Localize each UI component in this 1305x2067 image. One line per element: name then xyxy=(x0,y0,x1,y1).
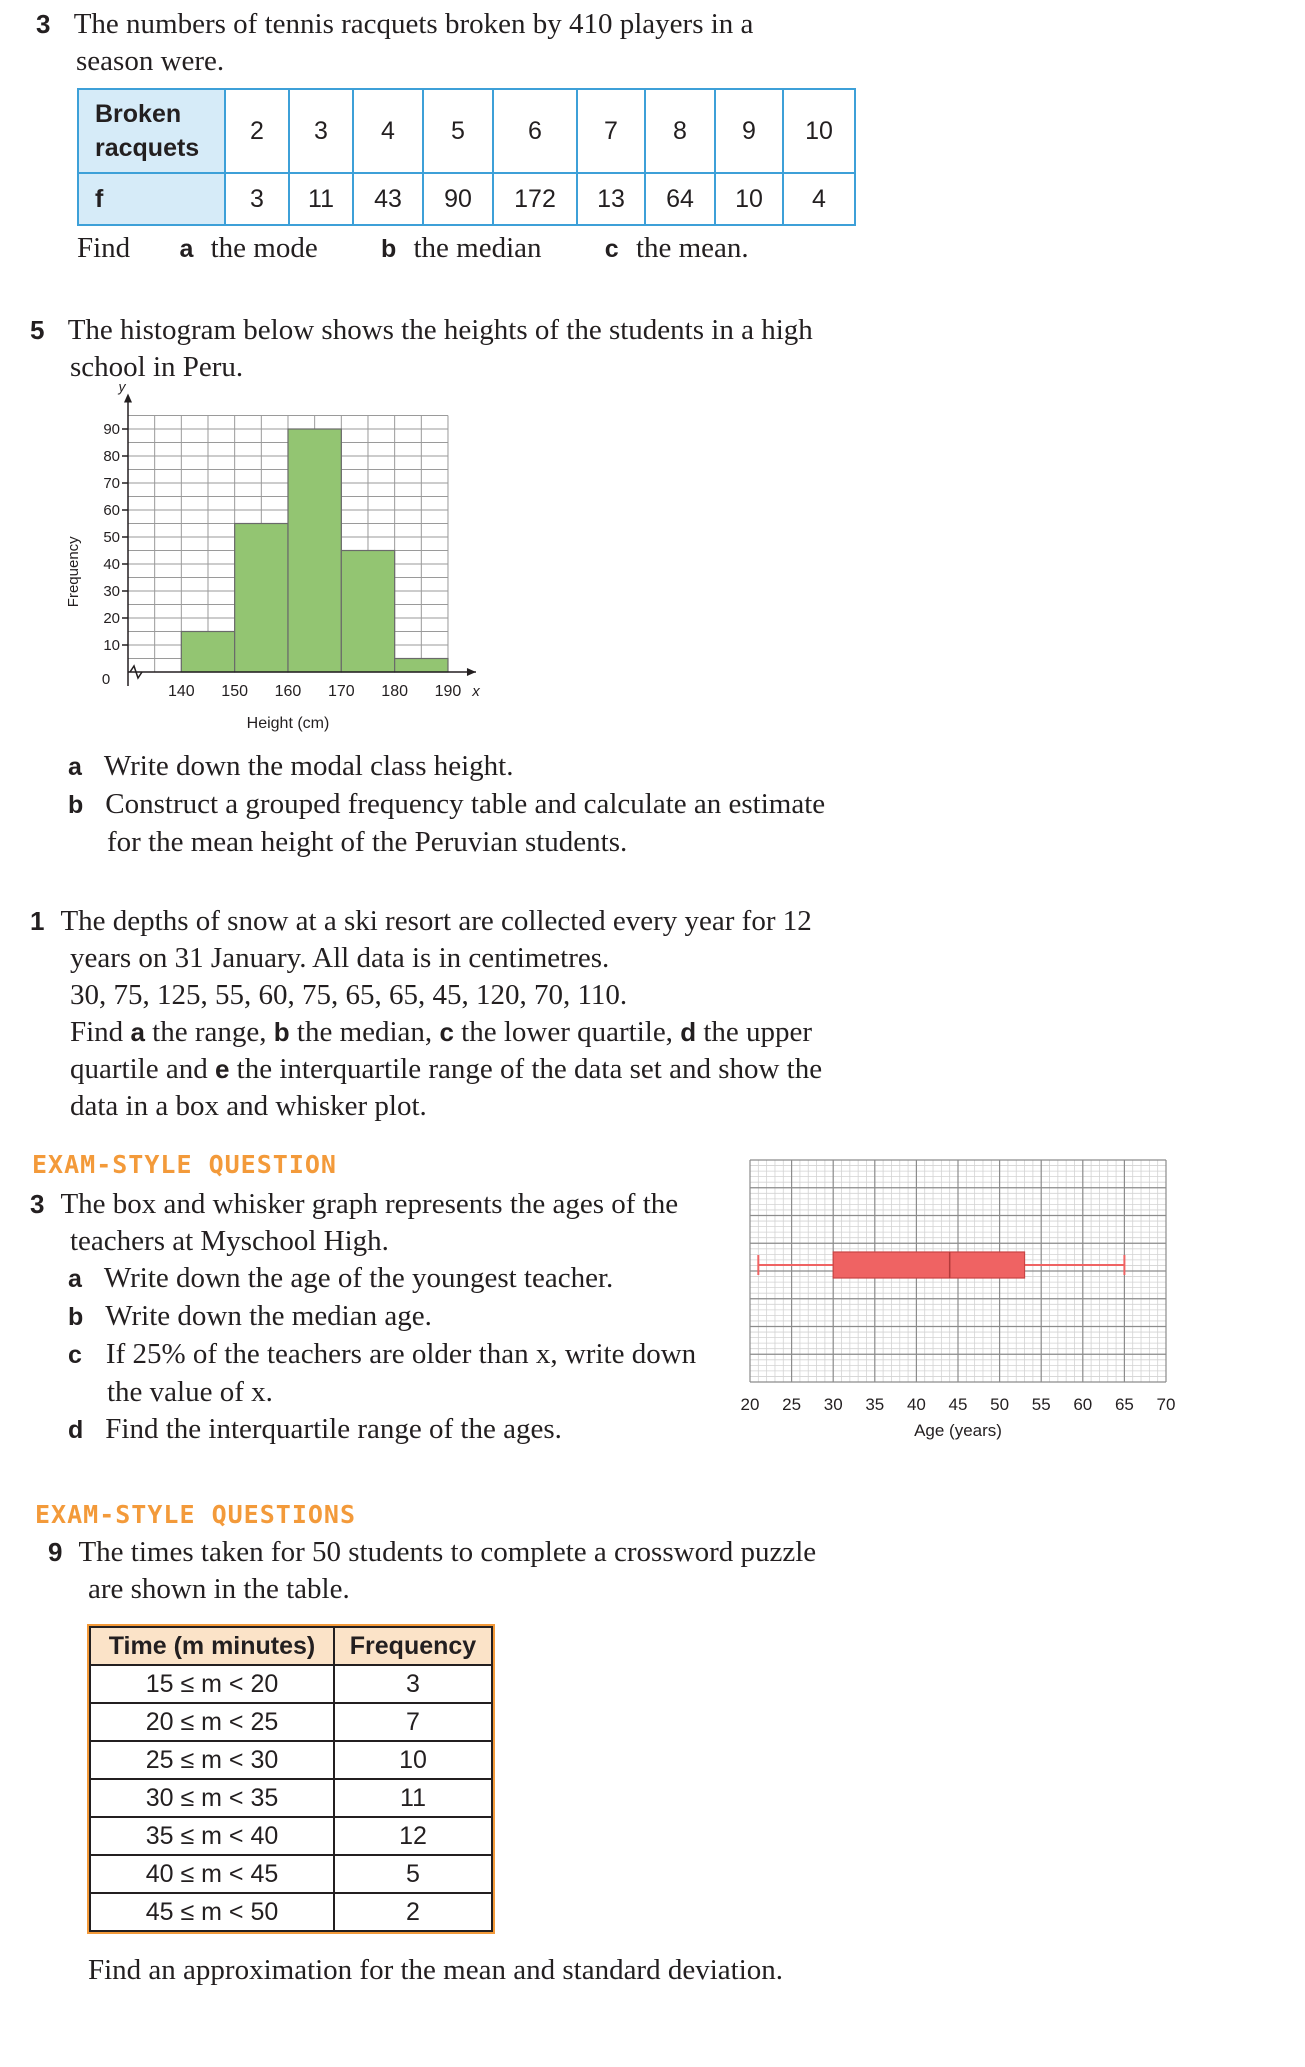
part-label: c xyxy=(604,235,619,263)
question-number: 9 xyxy=(48,1537,63,1567)
part-text: Find the interquartile range of the ages. xyxy=(105,1413,562,1445)
header-label: racquets xyxy=(95,134,200,162)
x-tick-label: 65 xyxy=(1114,1395,1134,1414)
part-label: a xyxy=(68,1265,82,1293)
table-cell: 5 xyxy=(423,89,493,173)
question-text: The times taken for 50 students to complete a crossword puzzle xyxy=(78,1536,817,1568)
interval-cell: 30 ≤ m < 35 xyxy=(90,1779,334,1817)
y-tick-label: 50 xyxy=(103,529,120,546)
part-text: the mode xyxy=(210,232,318,264)
table-cell: 4 xyxy=(353,89,423,173)
question-number: 3 xyxy=(30,1189,45,1219)
table-row xyxy=(90,1741,492,1779)
part-label: b xyxy=(380,235,397,263)
q5-parts xyxy=(68,748,825,861)
interval-cell: 40 ≤ m < 45 xyxy=(90,1855,334,1893)
x-axis-arrow xyxy=(467,668,476,676)
question-text: The box and whisker graph represents the ages of the xyxy=(60,1188,679,1220)
histogram-bar xyxy=(235,524,288,673)
part-text: Construct a grouped frequency table and calculate an estimate xyxy=(105,788,826,820)
x-tick-label: 20 xyxy=(740,1395,760,1414)
part-text: the median, xyxy=(296,1016,433,1048)
frequency-cell: 12 xyxy=(334,1817,492,1855)
table-row xyxy=(90,1817,492,1855)
column-header: Time (m minutes) xyxy=(90,1627,334,1665)
x-axis-label: Height (cm) xyxy=(246,715,330,732)
exam-heading: EXAM-STYLE QUESTIONS xyxy=(35,1500,357,1529)
part-text: Write down the modal class height. xyxy=(103,750,514,782)
question-text: The histogram below shows the heights of the students in a high xyxy=(67,314,813,346)
y-axis-arrow xyxy=(124,394,132,403)
question-text: 30, 75, 125, 55, 60, 75, 65, 65, 45, 120, 70, 110. xyxy=(70,979,628,1011)
table-row xyxy=(90,1893,492,1931)
table-cell: 172 xyxy=(493,173,577,225)
exam2-block xyxy=(48,1534,816,1608)
y-axis-label: Frequency xyxy=(65,536,82,608)
part-text: the range, xyxy=(152,1016,267,1048)
y-tick-label: 40 xyxy=(103,556,120,573)
interval-cell: 35 ≤ m < 40 xyxy=(90,1817,334,1855)
part-text: the upper xyxy=(703,1016,813,1048)
part-text: the value of x. xyxy=(107,1376,273,1408)
question-text: The depths of snow at a ski resort are collected every year for 12 xyxy=(60,905,812,937)
table-cell: 10 xyxy=(715,173,783,225)
interval-cell: 20 ≤ m < 25 xyxy=(90,1703,334,1741)
table-header xyxy=(78,89,225,173)
y-tick-label: 30 xyxy=(103,583,120,600)
part-label: b xyxy=(68,1303,84,1331)
part-label: d xyxy=(680,1017,697,1047)
table-cell: 90 xyxy=(423,173,493,225)
x-tick-label: 40 xyxy=(906,1395,926,1414)
x-tick-label: 180 xyxy=(381,683,409,700)
x-tick-label: 160 xyxy=(274,683,302,700)
part-label: c xyxy=(68,1341,82,1369)
table-cell: 2 xyxy=(225,89,289,173)
table-cell: 64 xyxy=(645,173,715,225)
y-axis-letter: y xyxy=(118,378,126,395)
x-tick-label: 170 xyxy=(327,683,355,700)
q1-block xyxy=(30,903,822,1125)
table-cell: 4 xyxy=(783,173,855,225)
y-tick-label: 80 xyxy=(103,448,120,465)
histogram-bar xyxy=(181,632,234,673)
x-tick-label: 140 xyxy=(167,683,195,700)
find-label: Find xyxy=(70,1016,124,1048)
part-label: c xyxy=(439,1017,454,1047)
question-text: are shown in the table. xyxy=(88,1573,350,1605)
y-tick-label: 20 xyxy=(103,610,120,627)
part-label: b xyxy=(273,1017,290,1047)
y-tick-label: 70 xyxy=(103,475,120,492)
part-text: quartile and xyxy=(70,1053,208,1085)
column-header: Frequency xyxy=(334,1627,492,1665)
origin-label: 0 xyxy=(101,671,111,688)
part-text: Write down the median age. xyxy=(105,1300,432,1332)
histogram-chart xyxy=(60,378,520,750)
x-tick-label: 70 xyxy=(1156,1395,1176,1414)
part-text: Write down the age of the youngest teacher. xyxy=(103,1262,614,1294)
table-cell: 7 xyxy=(577,89,645,173)
question-number: 5 xyxy=(30,315,45,345)
histogram-bar xyxy=(288,429,341,672)
histogram-bar xyxy=(341,551,394,673)
x-tick-label: 60 xyxy=(1073,1395,1093,1414)
x-tick-label: 50 xyxy=(990,1395,1010,1414)
table-row xyxy=(90,1779,492,1817)
table-cell: 6 xyxy=(493,89,577,173)
box xyxy=(833,1252,1024,1278)
part-text: the mean. xyxy=(635,232,749,264)
table-cell: 3 xyxy=(225,173,289,225)
table-cell: 9 xyxy=(715,89,783,173)
question-number: 3 xyxy=(36,9,51,39)
x-tick-label: 150 xyxy=(221,683,249,700)
table-row xyxy=(90,1665,492,1703)
interval-cell: 45 ≤ m < 50 xyxy=(90,1893,334,1931)
table-cell: 11 xyxy=(289,173,353,225)
frequency-cell: 11 xyxy=(334,1779,492,1817)
interval-cell: 15 ≤ m < 20 xyxy=(90,1665,334,1703)
table-cell: 8 xyxy=(645,89,715,173)
q5-block xyxy=(30,312,813,386)
find-line: data in a box and whisker plot. xyxy=(70,1090,427,1122)
y-tick-label: 90 xyxy=(103,421,120,438)
histogram-bar xyxy=(395,659,448,673)
x-tick-label: 25 xyxy=(782,1395,802,1414)
interval-cell: 25 ≤ m < 30 xyxy=(90,1741,334,1779)
question-text: The numbers of tennis racquets broken by 410 players in a xyxy=(73,8,754,40)
x-tick-label: 190 xyxy=(434,683,462,700)
table-row xyxy=(90,1855,492,1893)
table-cell: 43 xyxy=(353,173,423,225)
part-label: a xyxy=(68,753,82,781)
part-label: e xyxy=(214,1054,230,1084)
frequency-cell: 3 xyxy=(334,1665,492,1703)
x-tick-label: 35 xyxy=(865,1395,885,1414)
header-label: Broken xyxy=(95,100,182,128)
x-axis-label: Age (years) xyxy=(914,1421,1002,1440)
box-whisker-chart xyxy=(740,1150,1180,1470)
find-line xyxy=(70,1051,822,1088)
part-text: the lower quartile, xyxy=(461,1016,673,1048)
table-cell: 10 xyxy=(783,89,855,173)
racquets-table xyxy=(77,88,856,226)
exam-heading: EXAM-STYLE QUESTION xyxy=(32,1150,337,1179)
frequency-cell: 7 xyxy=(334,1703,492,1741)
x-tick-label: 45 xyxy=(948,1395,968,1414)
x-tick-label: 30 xyxy=(823,1395,843,1414)
part-text: the median xyxy=(413,232,542,264)
question-number: 1 xyxy=(30,906,45,936)
x-axis-letter: x xyxy=(472,683,480,700)
question-text: season were. xyxy=(76,45,225,77)
y-tick-label: 10 xyxy=(103,637,120,654)
part-label: d xyxy=(68,1416,84,1444)
question-text: school in Peru. xyxy=(70,351,244,383)
frequency-cell: 2 xyxy=(334,1893,492,1931)
part-text: the interquartile range of the data set and show the xyxy=(236,1053,823,1085)
part-text: for the mean height of the Peruvian students. xyxy=(107,826,628,858)
frequency-cell: 5 xyxy=(334,1855,492,1893)
part-label: a xyxy=(179,235,194,263)
q3a-find-line xyxy=(77,230,749,268)
part-label: b xyxy=(68,791,84,819)
find-label: Find xyxy=(77,232,131,264)
table-row xyxy=(90,1703,492,1741)
question-text: teachers at Myschool High. xyxy=(70,1225,389,1257)
question-text: years on 31 January. All data is in centimetres. xyxy=(70,942,610,974)
x-tick-label: 55 xyxy=(1031,1395,1051,1414)
y-tick-label: 60 xyxy=(103,502,120,519)
table-header: f xyxy=(78,173,225,225)
crossword-table xyxy=(89,1626,493,1932)
q3a-block xyxy=(36,6,753,80)
find-line xyxy=(70,1014,822,1051)
frequency-cell: 10 xyxy=(334,1741,492,1779)
part-label: a xyxy=(130,1017,145,1047)
part-text: If 25% of the teachers are older than x, write down xyxy=(105,1338,697,1370)
footer-instruction: Find an approximation for the mean and standard deviation. xyxy=(88,1954,784,1986)
exam1-block xyxy=(30,1186,696,1449)
table-cell: 3 xyxy=(289,89,353,173)
table-cell: 13 xyxy=(577,173,645,225)
